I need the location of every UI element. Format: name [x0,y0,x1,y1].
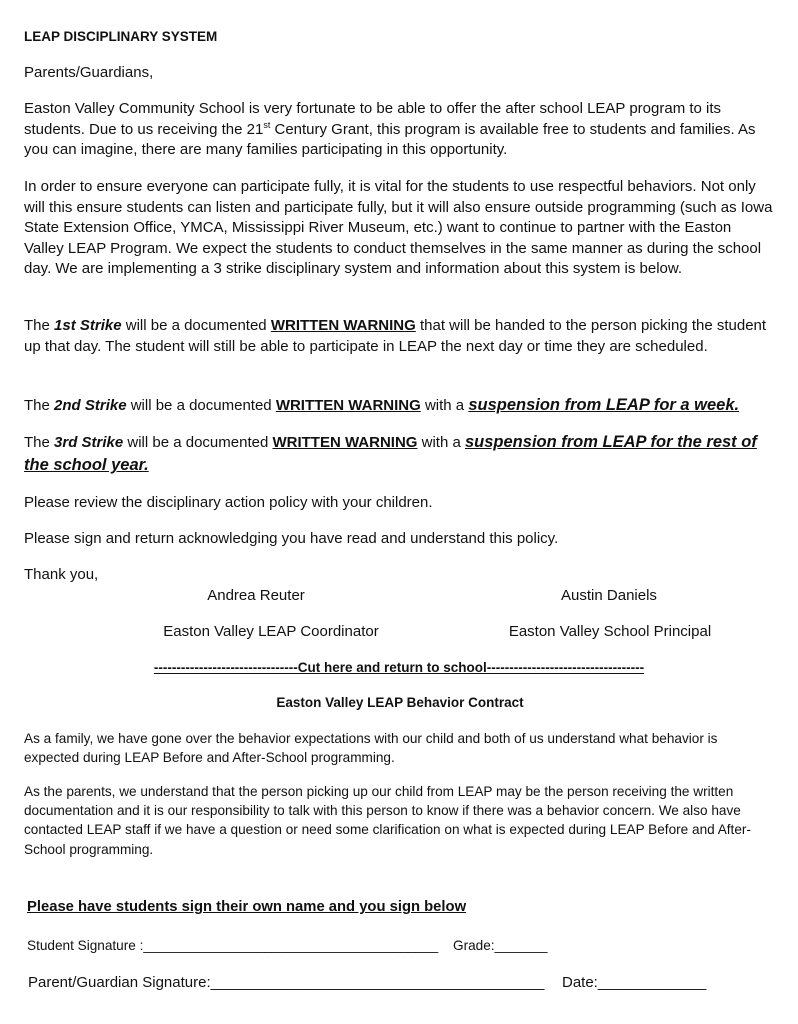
signer-1-title: Easton Valley LEAP Coordinator [163,623,379,640]
date-label: Date: [562,974,598,991]
intro-text-start: Easton Valley Community School is very fortunate to be able to offer the after school LEAP program to its students. Due to us receiving the 21 [24,100,722,138]
student-signature-row [27,938,438,953]
parent-signature-row [28,974,544,991]
strike-3-suspension: suspension from LEAP for the rest of the school year. [24,433,757,474]
cut-line: --------------------------------Cut here and return to school----------------------------------- [153,660,645,675]
date-row [562,974,706,991]
strike-1-warning: WRITTEN WARNING [270,317,416,334]
student-signature-label: Student Signature : [27,938,144,953]
strike-3-warning: WRITTEN WARNING [272,434,418,451]
grade-row [453,938,547,953]
signer-2-name: Austin Daniels [561,587,657,604]
signature-heading: Please have students sign their own name and you sign below [27,899,467,915]
date-field[interactable]: _____________ [597,974,707,991]
closing-text: Thank you, [24,566,99,583]
ordinal-suffix: st [263,119,271,130]
strike-2-the: The [24,397,55,414]
contract-paragraph-2: As the parents, we understand that the person picking up our child from LEAP may be the person receiving the written documentation and it is our responsibility to talk with this person to know if there was a behavior concern. We also have contacted LEAP staff if we have a question or need some clarification on what is expected during LEAP Before and After-School programming. [24,784,751,857]
greeting: Parents/Guardians, [24,64,154,81]
document-title: LEAP DISCIPLINARY SYSTEM [24,29,218,44]
parent-signature-field[interactable]: ________________________________________ [210,974,545,991]
strike-1-paragraph [24,316,774,358]
strike-2-suspension: suspension from LEAP for a week. [468,396,740,414]
strike-2-paragraph [24,394,784,417]
signer-2-title: Easton Valley School Principal [508,623,712,640]
parent-signature-label: Parent/Guardian Signature: [28,974,211,991]
strike-3-mid: will be a documented [123,434,273,451]
contract-paragraph-1: As a family, we have gone over the behavior expectations with our child and both of us understand what behavior is expected during LEAP Before and After-School programming. [24,731,718,766]
strike-2-label: 2nd Strike [54,397,127,414]
grade-field[interactable]: _______ [494,938,548,953]
intro-text-end: Century Grant, this program is available free to students and families. As you can imagine, there are many families participating in this opportunity. [24,120,756,159]
strike-2-warning: WRITTEN WARNING [275,397,421,414]
intro-paragraph [24,99,774,161]
sign-return-text: Please sign and return acknowledging you have read and understand this policy. [24,530,559,547]
strike-3-paragraph [24,431,784,477]
grade-label: Grade: [453,938,495,953]
student-signature-field[interactable]: _______________________________________ [143,938,439,953]
strike-3-label: 3rd Strike [54,434,124,451]
strike-1-the: The [24,317,55,334]
strike-1-mid: will be a documented [121,317,271,334]
contract-title: Easton Valley LEAP Behavior Contract [276,695,524,710]
behavior-paragraph: In order to ensure everyone can participate fully, it is vital for the students to use respectful behaviors. Not only will this ensure students can listen and participate fully, but it will also ensure outside programming (such as Iowa State Extension Office, YMCA, Mississippi River Museum, etc.) want to continue to partner with the Easton Valley LEAP Program. We expect the students to conduct themselves in the same manner as during the school day. We are implementing a 3 strike disciplinary system and information about this system is below. [24,178,773,278]
signer-1-name: Andrea Reuter [207,587,305,604]
review-policy-text: Please review the disciplinary action policy with your children. [24,494,433,511]
strike-2-mid: will be a documented [126,397,276,414]
strike-1-rest: that will be handed to the person picking the student up that day. The student will still be able to participate in LEAP the next day or time they are scheduled. [24,317,767,355]
strike-3-with: with a [417,434,465,451]
strike-3-the: The [24,434,55,451]
strike-1-label: 1st Strike [54,317,122,334]
strike-2-with: with a [420,397,469,414]
